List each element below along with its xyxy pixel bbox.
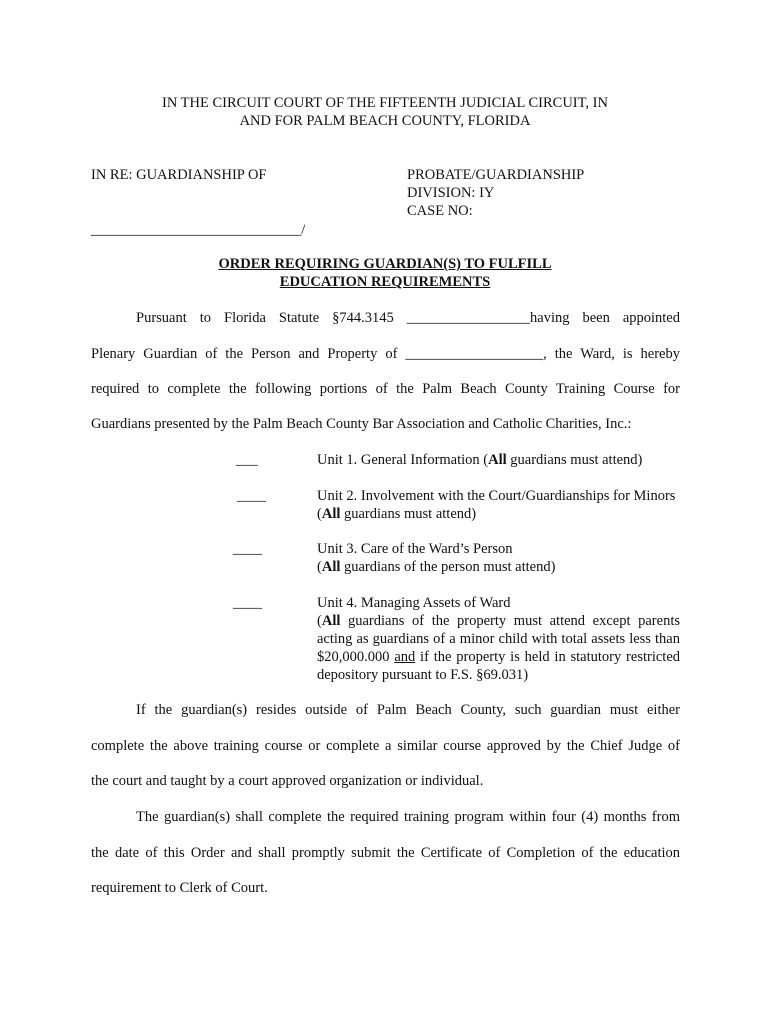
unit-3-description	[317, 540, 680, 576]
unit-4-detail	[317, 612, 680, 684]
paragraph-3-line-2: the date of this Order and shall promptly submit the Certificate of Completion of the education	[91, 845, 680, 861]
unit-1-text-b: guardians must attend)	[506, 452, 643, 468]
unit-2-line-1: Unit 2. Involvement with the Court/Guardianships for Minors	[317, 488, 676, 504]
unit-1-bold-all: All	[488, 452, 507, 468]
paragraph-3-line-1: The guardian(s) shall complete the required training program within four (4) months from	[136, 809, 680, 825]
unit-3-checkbox-blank: ____	[233, 541, 262, 557]
paragraph-2-line-2: complete the above training course or complete a similar course approved by the Chief Judge of	[91, 738, 680, 754]
paragraph-1-line-3: required to complete the following portions of the Palm Beach County Training Course for	[91, 381, 680, 397]
division-line-1: PROBATE/GUARDIANSHIP	[407, 167, 585, 183]
unit-2-paren-open: (	[317, 506, 322, 522]
division-block	[407, 166, 584, 220]
unit-4-underlined-and: and	[394, 649, 416, 665]
unit-1-description	[317, 451, 680, 469]
unit-4-text-b: guardians of the property must attend except parents acting as guardians of a minor child with total assets less than $20,000.000	[317, 613, 680, 665]
unit-4-bold-all: All	[321, 613, 341, 629]
unit-2-text-b: guardians must attend)	[340, 506, 477, 522]
division-line-2: DIVISION: IY	[407, 185, 495, 201]
unit-2-bold-all: All	[321, 506, 341, 522]
unit-1-checkbox-blank: ___	[236, 452, 258, 468]
paragraph-2-line-3: the court and taught by a court approved organization or individual.	[91, 773, 484, 789]
case-number-label: CASE NO:	[407, 203, 473, 219]
paragraph-1-line-4: Guardians presented by the Palm Beach County Bar Association and Catholic Charities, Inc.:	[91, 416, 632, 432]
paragraph-1-line-1: Pursuant to Florida Statute §744.3145 _________________having been appointed	[136, 310, 680, 326]
unit-3-line-1: Unit 3. Care of the Ward’s Person	[317, 541, 513, 557]
unit-2-description	[317, 487, 697, 523]
unit-1-text-a: Unit 1. General Information (	[317, 452, 489, 468]
guardianship-name-blank: _____________________________/	[91, 222, 306, 238]
paragraph-1-line-2: Plenary Guardian of the Person and Property of ___________________, the Ward, is hereby	[91, 346, 680, 362]
unit-3-paren-open: (	[317, 559, 322, 575]
unit-4-checkbox-blank: ____	[233, 595, 262, 611]
unit-3-text-b: guardians of the person must attend)	[340, 559, 556, 575]
unit-4-line-1: Unit 4. Managing Assets of Ward	[317, 595, 511, 611]
court-header-line-2: AND FOR PALM BEACH COUNTY, FLORIDA	[239, 113, 531, 129]
paragraph-2-line-1: If the guardian(s) resides outside of Palm Beach County, such guardian must either	[136, 702, 680, 718]
unit-4-description	[317, 594, 680, 684]
unit-3-bold-all: All	[321, 559, 341, 575]
order-title-line-2: EDUCATION REQUIREMENTS	[279, 274, 491, 290]
unit-4-paren-open: (	[317, 613, 322, 629]
in-re-caption: IN RE: GUARDIANSHIP OF	[91, 167, 267, 183]
paragraph-3-line-3: requirement to Clerk of Court.	[91, 880, 268, 896]
court-header-line-1: IN THE CIRCUIT COURT OF THE FIFTEENTH JUDICIAL CIRCUIT, IN	[162, 95, 608, 111]
unit-2-checkbox-blank: ____	[237, 488, 266, 504]
order-title-line-1: ORDER REQUIRING GUARDIAN(S) TO FULFILL	[218, 256, 552, 272]
unit-4-text-c: if the property is held in statutory restricted depository pursuant to F.S. §69.031)	[317, 649, 681, 683]
